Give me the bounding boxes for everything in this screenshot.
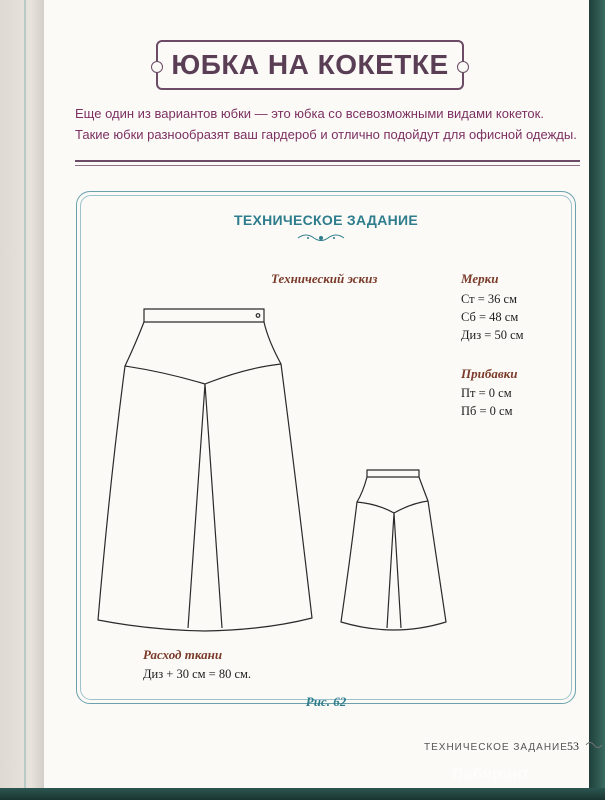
measurement-item: Ст = 36 см (461, 292, 518, 306)
watermark: Лабиринт (452, 766, 530, 783)
measurement-item: Диз = 50 см (461, 328, 524, 342)
intro-line: Такие юбки разнообразят ваш гардероб и отлично подойдут для офисной одежды. (75, 127, 577, 142)
page-number: 53 (567, 739, 579, 753)
section-title: ТЕХНИЧЕСКОЕ ЗАДАНИЕ (233, 212, 419, 228)
figure-caption: Рис. 62 (305, 694, 347, 709)
small-skirt-waistband (367, 470, 419, 477)
small-skirt-pleat (387, 513, 401, 628)
allowance-item: Пт = 0 см (461, 386, 512, 400)
large-skirt-body (98, 364, 312, 631)
small-skirt-yoke (357, 477, 428, 513)
large-skirt-yoke (125, 322, 281, 384)
fabric-formula: Диз + 30 см = 80 см. (143, 667, 252, 681)
measurement-item: Сб = 48 см (461, 310, 519, 324)
large-skirt-pleat (188, 384, 222, 628)
large-skirt-waistband (144, 309, 264, 322)
button-icon (256, 314, 260, 318)
allowance-item: Пб = 0 см (461, 404, 513, 418)
page-title: ЮБКА НА КОКЕТКЕ (171, 49, 449, 80)
fabric-heading: Расход ткани (143, 647, 223, 662)
allowances-heading: Прибавки (461, 366, 518, 381)
measurements-heading: Мерки (461, 271, 499, 286)
sketch-label: Технический эскиз (271, 271, 378, 286)
footer-flourish-icon (585, 740, 603, 750)
footer-section: ТЕХНИЧЕСКОЕ ЗАДАНИЕ (424, 742, 568, 753)
intro-line: Еще один из вариантов юбки — это юбка со всевозможными видами кокеток. (75, 106, 544, 121)
